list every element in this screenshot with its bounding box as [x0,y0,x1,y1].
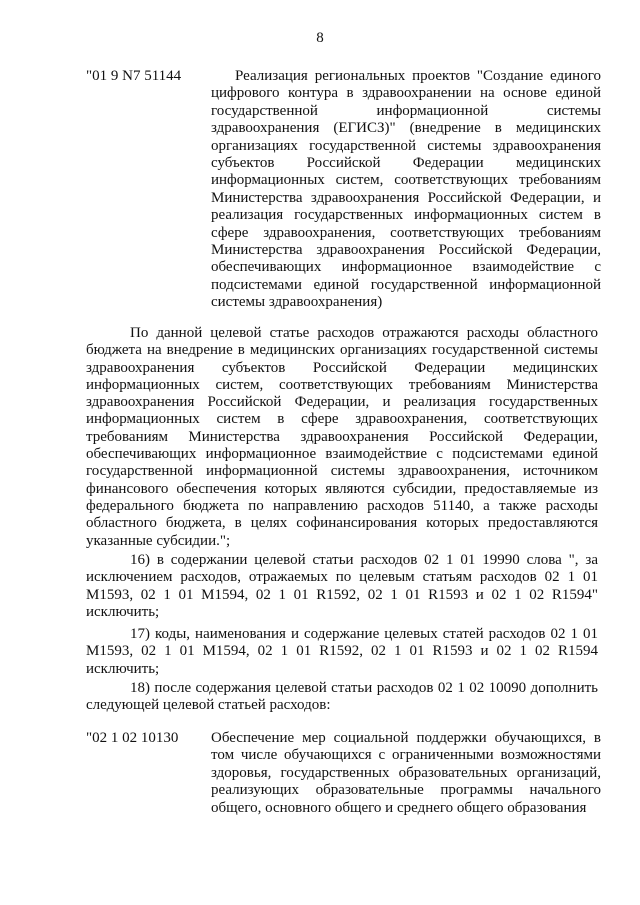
target-article-description: Реализация региональных проектов "Создание единого цифрового контура в здравоохранении на основе единой государственной информационной системы здравоохранения (ЕГИСЗ)" (внедрение в медицинских организациях государственной системы здравоохранения субъектов Российской Федерации медицинских информационных систем, соответствующих требованиям Министерства здравоохранения Российской Федерации, и реализация государственных информационных систем в сфере здравоохранения, соответствующих требованиям Министерства здравоохранения Российской Федерации, обеспечивающих информационное взаимодействие с подсистемами единой государственной информационной системы здравоохранения) [211,68,601,311]
paragraph-item-17: 17) коды, наименования и содержание целевых статей расходов 02 1 01 M1593, 02 1 01 M1594, 02 1 01 R1592, 02 1 01 R1593 и 02 1 02 R1594 исключить; [86,626,598,677]
paragraph-item-18: 18) после содержания целевой статьи расходов 02 1 02 10090 дополнить следующей целевой статьей расходов: [86,680,598,714]
target-article-code: "01 9 N7 51144 [86,68,182,84]
new-target-article-code: "02 1 02 10130 [86,730,179,746]
new-target-article-description: Обеспечение мер социальной поддержки обучающихся, в том числе обучающихся с ограниченными возможностями здоровья, государственных образовательных организаций, реализующих образовательные программы начального общего, основного общего и среднего общего образования [211,730,601,816]
paragraph-item-16: 16) в содержании целевой статьи расходов 02 1 01 19990 слова ", за исключением расходов, отражаемых по целевым статьям расходов 02 1 01 M1593, 02 1 01 M1594, 02 1 01 R1592, 02 1 01 R1593 и 02 1 02 R1594" исключить; [86,552,598,620]
page-number: 8 [316,30,324,46]
paragraph-expenses-description: По данной целевой статье расходов отражаются расходы областного бюджета на внедрение в медицинских организациях государственной системы здравоохранения субъектов Российской Федерации медицинских информационных систем, соответствующих требованиям Министерства здравоохранения Российской Федерации, и реализация государственных информационных систем в сфере здравоохранения, соответствующих требованиям Министерства здравоохранения Российской Федерации, обеспечивающих информационное взаимодействие с подсистемами единой государственной информационной системы здравоохранения, источником финансового обеспечения которых являются субсидии, предоставляемые из федерального бюджета по направлению расходов 51140, а также расходы областного бюджета, в целях софинансирования которых предоставляются указанные субсидии."; [86,325,598,549]
